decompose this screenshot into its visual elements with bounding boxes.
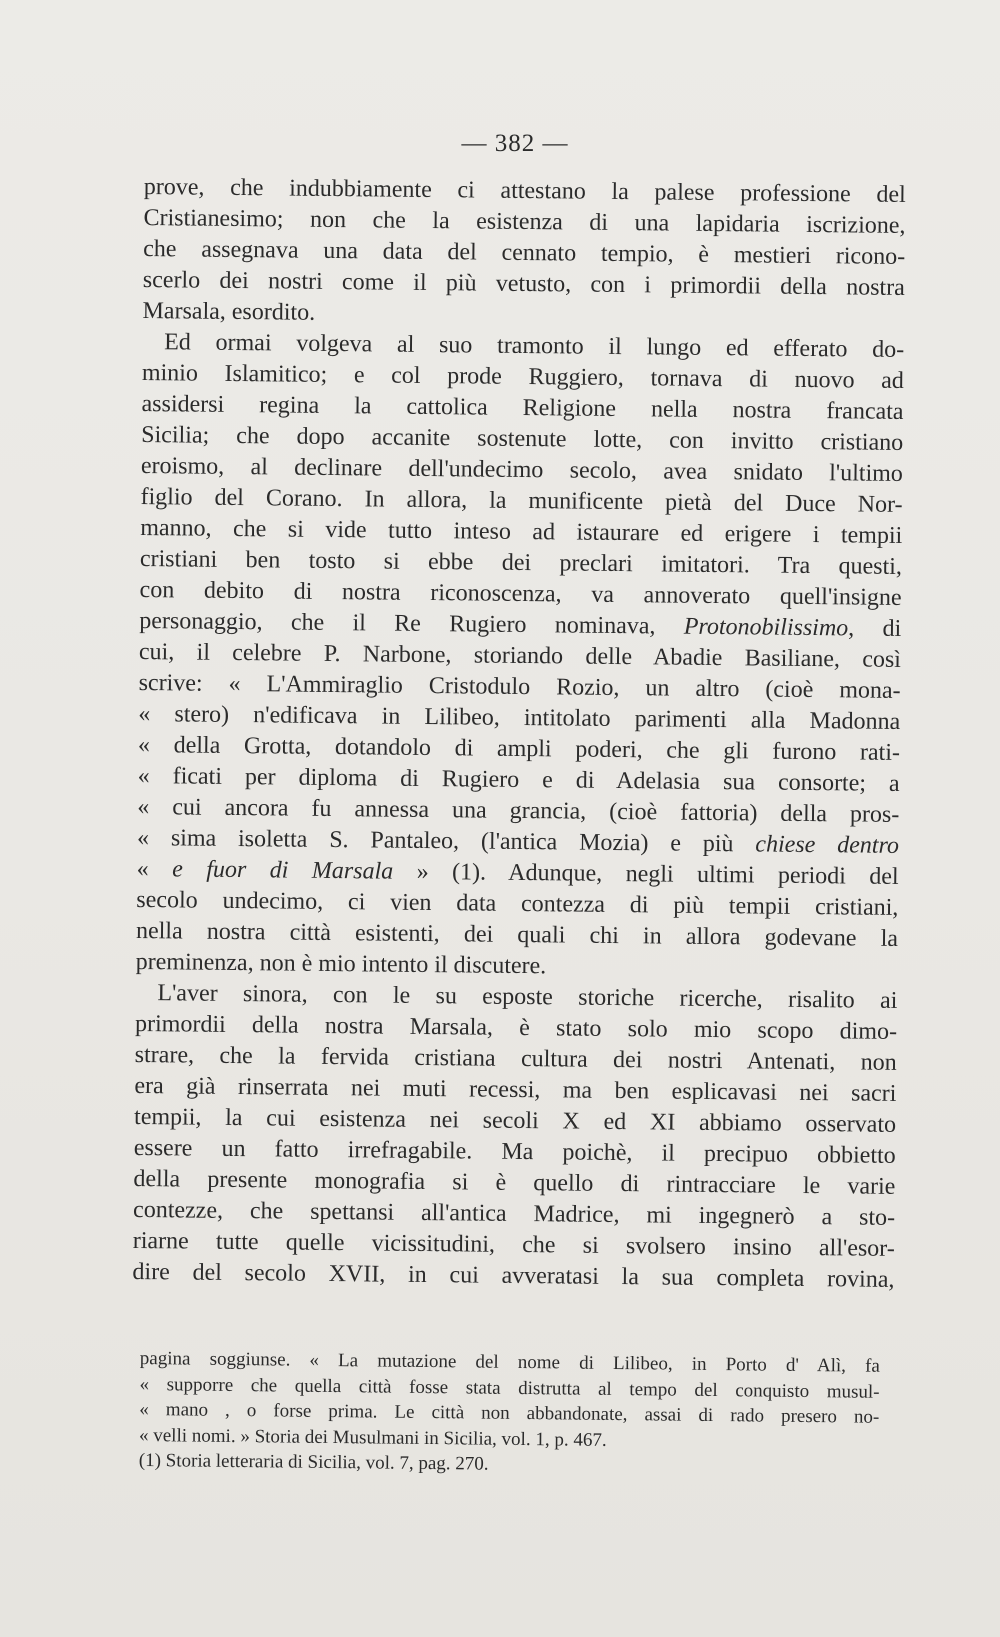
text-line-content: Sicilia; che dopo accanite sostenute lotte, con invitto cristiano [141,421,904,456]
footnote-line: « mano , o forse prima. Le città non abbandonate, assai di rado presero no- [139,1398,880,1428]
italic-text: Protonobilissimo [683,613,849,642]
text-line-content: con debito di nostra riconoscenza, va annoverato quell'insigne [139,576,902,611]
text-line-content: strare, che la fervida cristiana cultura dei nostri Antenati, non [134,1041,897,1076]
text-line-content: prove, che indubbiamente ci attestano la palese professione del [143,173,906,208]
text-line-content: era già rinserrata nei muti recessi, ma ben esplicavasi nei sacri [134,1072,897,1107]
text-line-tail: , di [848,615,902,642]
text-line-content: « sima isoletta S. Pantaleo, (l'antica Mozia) e più [136,824,756,858]
text-line [132,1257,894,1296]
text-line-content: Cristianesimo; non che la esistenza di una lapidaria iscrizione, [143,204,906,239]
text-line-content: preminenza, non è mio intento il discutere. [135,948,547,980]
text-line-content: minio Islamitico; e col prode Ruggiero, tornava di nuovo ad [141,359,904,394]
footnote-line: « velli nomi. » Storia dei Musulmani in Sicilia, vol. 1, p. 467. [138,1424,607,1451]
text-line-content: personaggio, che il Re Rugiero nominava, [139,607,684,640]
text-line-content: nella nostra città esistenti, dei quali chi in allora godevane la [135,917,899,952]
text-line-content: essere un fatto irrefragabile. Ma poichè, il precipuo obbietto [133,1134,896,1169]
text-line-content: primordii della nostra Marsala, è stato solo mio scopo dimo- [134,1010,898,1045]
text-line-content: contezze, che spettansi all'antica Madrice, mi ingegnerò a sto- [132,1196,896,1231]
text-line-content: dire del secolo XVII, in cui avveratasi la sua completa rovina, [132,1258,895,1293]
text-line-content: Marsala, esordito. [142,297,316,326]
text-line-content: « [136,855,173,883]
text-line-tail: » (1). Adunque, negli ultimi periodi del [393,858,899,890]
text-line-content: riarne tutte quelle vicissitudini, che si svolsero insino all'esor- [132,1227,895,1262]
body-text [132,172,906,1296]
footnote-line: « supporre che quella città fosse stata distrutta al tempo del conquisto musul- [139,1373,880,1403]
text-line-content: cui, il celebre P. Narbone, storiando delle Abadie Basiliane, così [138,638,902,673]
text-line-content: manno, che si vide tutto inteso ad istaurare ed erigere i tempii [140,514,903,549]
page-number: — 382 — [461,130,569,157]
text-line-content: Ed ormai volgeva al suo tramonto il lungo ed efferato do- [164,329,905,363]
text-line-content: della presente monografia si è quello di rintracciare le varie [133,1165,896,1200]
text-line-content: che assegnava una data del cennato tempio, è mestieri ricono- [143,235,906,270]
footnote-line: pagina soggiunse. « La mutazione del nome di Lilibeo, in Porto d' Alì, fa [139,1347,880,1377]
text-line-content: cristiani ben tosto si ebbe dei preclari imitatori. Tra questi, [139,545,903,580]
text-line-content: scerlo dei nostri come il più vetusto, con i primordii della nostra [142,266,905,301]
text-line-content: tempii, la cui esistenza nei secoli X ed XI abbiamo osservato [133,1103,897,1138]
italic-text: chiese dentro [755,831,900,859]
text-line-content: « cui ancora fu annessa una grancia, (cioè fattoria) della pros- [137,793,900,828]
footnote-line: (1) Storia letteraria di Sicilia, vol. 7, pag. 270. [138,1449,489,1475]
text-line-content: assidersi regina la cattolica Religione nella nostra francata [141,390,904,425]
text-line-content: « stero) n'edificava in Lilibeo, intitolato parimenti alla Madonna [138,700,901,735]
italic-text: e fuor di Marsala [172,856,394,885]
text-line-content: figlio del Corano. In allora, la munificente pietà del Duce Nor- [140,483,903,518]
text-line-content: « della Grotta, dotandolo di ampli poderi, che gli furono rati- [137,731,901,766]
footnotes [139,1346,880,1481]
text-line-content: L'aver sinora, con le su esposte storiche ricerche, risalito ai [157,980,898,1014]
text-line-content: eroismo, al declinare dell'undecimo secolo, avea snidato l'ultimo [140,452,904,487]
text-line-content: secolo undecimo, ci vien data contezza di più tempii cristiani, [136,886,899,921]
text-line-content: scrive: « L'Ammiraglio Cristodulo Rozio, un altro (cioè mona- [138,669,901,704]
text-line-content: « ficati per diploma di Rugiero e di Adelasia sua consorte; a [137,762,900,797]
